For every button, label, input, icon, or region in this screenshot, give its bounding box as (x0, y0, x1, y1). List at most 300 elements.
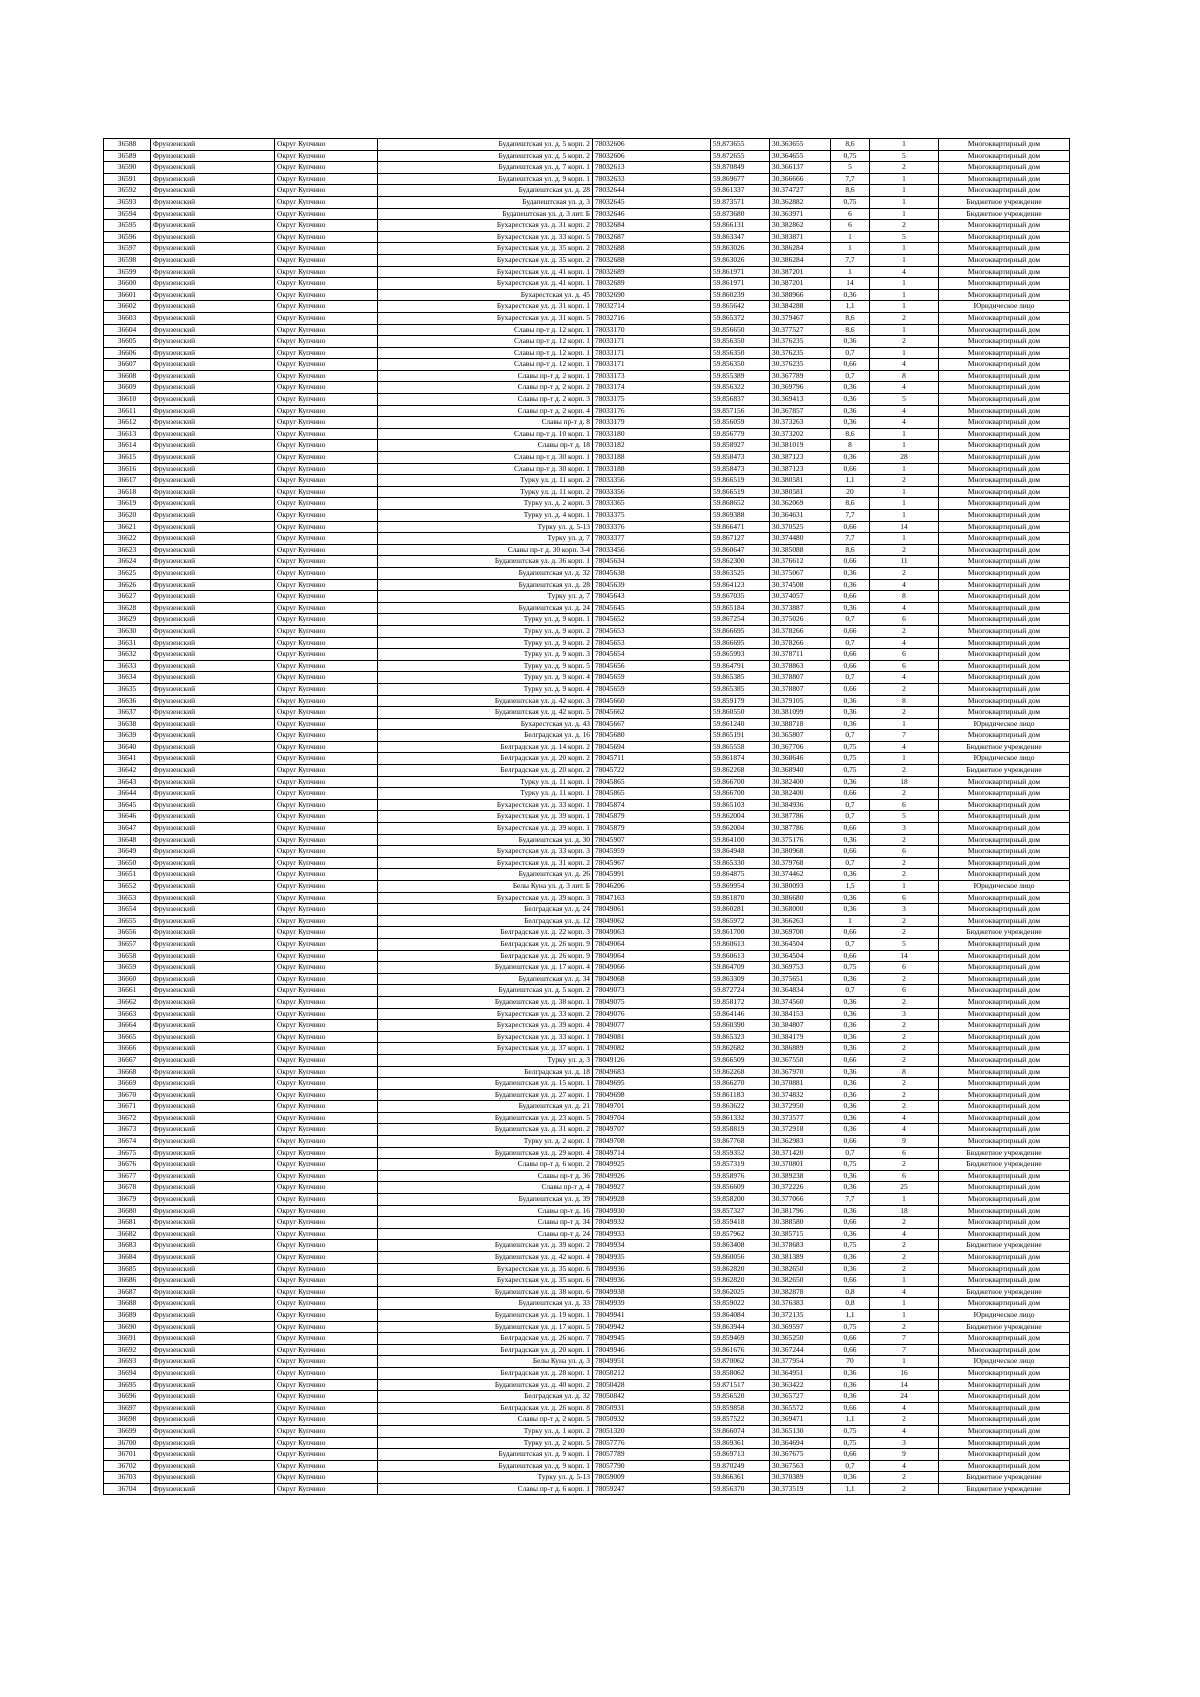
row-number-cell: 36589 (104, 150, 151, 162)
latitude-cell: 59.860239 (711, 289, 770, 301)
district-cell: Фрунзенский (151, 1263, 275, 1275)
municipality-cell: Округ Купчино (275, 1136, 378, 1148)
address-cell: Будапештская ул. д. 9 корп. 1 (378, 1449, 593, 1461)
value-cell: 7,7 (831, 254, 870, 266)
district-cell: Фрунзенский (151, 718, 275, 730)
count-cell: 11 (870, 556, 939, 568)
district-cell: Фрунзенский (151, 1425, 275, 1437)
code-cell: 78049068 (593, 973, 711, 985)
longitude-cell: 30.376235 (770, 336, 831, 348)
latitude-cell: 59.866270 (711, 1078, 770, 1090)
address-cell: Славы пр-т д. 8 (378, 417, 593, 429)
table-row (104, 394, 1070, 406)
code-cell: 78049064 (593, 938, 711, 950)
count-cell: 18 (870, 1205, 939, 1217)
address-cell: Славы пр-т д. 18 (378, 440, 593, 452)
latitude-cell: 59.863026 (711, 243, 770, 255)
table-row (104, 823, 1070, 835)
municipality-cell: Округ Купчино (275, 150, 378, 162)
count-cell: 1 (870, 718, 939, 730)
district-cell: Фрунзенский (151, 602, 275, 614)
value-cell: 1 (831, 266, 870, 278)
code-cell: 78049930 (593, 1205, 711, 1217)
longitude-cell: 30.376235 (770, 347, 831, 359)
district-cell: Фрунзенский (151, 730, 275, 742)
district-cell: Фрунзенский (151, 1043, 275, 1055)
municipality-cell: Округ Купчино (275, 637, 378, 649)
count-cell: 4 (870, 1460, 939, 1472)
category-cell: Многоквартирный дом (939, 417, 1070, 429)
address-cell: Славы пр-т д. 36 (378, 1170, 593, 1182)
category-cell: Многоквартирный дом (939, 1275, 1070, 1287)
data-table (103, 138, 1070, 1495)
count-cell: 2 (870, 1472, 939, 1484)
code-cell: 78045659 (593, 672, 711, 684)
count-cell: 7 (870, 1344, 939, 1356)
latitude-cell: 59.872655 (711, 150, 770, 162)
category-cell: Юридическое лицо (939, 1356, 1070, 1368)
category-cell: Бюджетное учреждение (939, 1286, 1070, 1298)
longitude-cell: 30.373577 (770, 1112, 831, 1124)
latitude-cell: 59.861676 (711, 1344, 770, 1356)
latitude-cell: 59.865191 (711, 730, 770, 742)
row-number-cell: 36606 (104, 347, 151, 359)
row-number-cell: 36628 (104, 602, 151, 614)
count-cell: 2 (870, 625, 939, 637)
category-cell: Многоквартирный дом (939, 1425, 1070, 1437)
row-number-cell: 36696 (104, 1391, 151, 1403)
category-cell: Многоквартирный дом (939, 324, 1070, 336)
value-cell: 0,75 (831, 1437, 870, 1449)
table-row (104, 962, 1070, 974)
category-cell: Многоквартирный дом (939, 579, 1070, 591)
municipality-cell: Округ Купчино (275, 1333, 378, 1345)
row-number-cell: 36643 (104, 776, 151, 788)
municipality-cell: Округ Купчино (275, 173, 378, 185)
longitude-cell: 30.369597 (770, 1321, 831, 1333)
longitude-cell: 30.369753 (770, 962, 831, 974)
category-cell: Многоквартирный дом (939, 985, 1070, 997)
municipality-cell: Округ Купчино (275, 1460, 378, 1472)
longitude-cell: 30.387201 (770, 278, 831, 290)
district-cell: Фрунзенский (151, 1136, 275, 1148)
table-row (104, 510, 1070, 522)
category-cell: Многоквартирный дом (939, 660, 1070, 672)
code-cell: 78032644 (593, 185, 711, 197)
longitude-cell: 30.385715 (770, 1228, 831, 1240)
category-cell: Многоквартирный дом (939, 1379, 1070, 1391)
latitude-cell: 59.862004 (711, 823, 770, 835)
value-cell: 0,7 (831, 730, 870, 742)
count-cell: 6 (870, 962, 939, 974)
row-number-cell: 36689 (104, 1309, 151, 1321)
longitude-cell: 30.370389 (770, 1472, 831, 1484)
code-cell: 78045662 (593, 707, 711, 719)
count-cell: 6 (870, 985, 939, 997)
latitude-cell: 59.866700 (711, 788, 770, 800)
row-number-cell: 36652 (104, 881, 151, 893)
longitude-cell: 30.387201 (770, 266, 831, 278)
address-cell: Будапештская ул. д. 30 (378, 834, 593, 846)
count-cell: 9 (870, 1136, 939, 1148)
value-cell: 1 (831, 915, 870, 927)
longitude-cell: 30.363655 (770, 139, 831, 151)
code-cell: 78032689 (593, 278, 711, 290)
address-cell: Турку ул. д. 5-13 (378, 1472, 593, 1484)
code-cell: 78032646 (593, 208, 711, 220)
count-cell: 28 (870, 452, 939, 464)
longitude-cell: 30.376383 (770, 1298, 831, 1310)
municipality-cell: Округ Купчино (275, 660, 378, 672)
value-cell: 0,7 (831, 637, 870, 649)
latitude-cell: 59.860281 (711, 904, 770, 916)
table-row (104, 1054, 1070, 1066)
district-cell: Фрунзенский (151, 1217, 275, 1229)
longitude-cell: 30.379768 (770, 857, 831, 869)
code-cell: 78059247 (593, 1483, 711, 1495)
row-number-cell: 36625 (104, 567, 151, 579)
table-row (104, 637, 1070, 649)
row-number-cell: 36634 (104, 672, 151, 684)
longitude-cell: 30.382862 (770, 220, 831, 232)
row-number-cell: 36675 (104, 1147, 151, 1159)
municipality-cell: Округ Купчино (275, 1217, 378, 1229)
count-cell: 2 (870, 1101, 939, 1113)
category-cell: Бюджетное учреждение (939, 1159, 1070, 1171)
value-cell: 0,75 (831, 765, 870, 777)
code-cell: 78033365 (593, 498, 711, 510)
municipality-cell: Округ Купчино (275, 1008, 378, 1020)
table-row (104, 904, 1070, 916)
latitude-cell: 59.860550 (711, 707, 770, 719)
longitude-cell: 30.365572 (770, 1402, 831, 1414)
table-row (104, 220, 1070, 232)
municipality-cell: Округ Купчино (275, 510, 378, 522)
code-cell: 78033173 (593, 370, 711, 382)
table-row (104, 1437, 1070, 1449)
category-cell: Бюджетное учреждение (939, 1472, 1070, 1484)
longitude-cell: 30.370801 (770, 1159, 831, 1171)
row-number-cell: 36654 (104, 904, 151, 916)
count-cell: 4 (870, 1286, 939, 1298)
code-cell: 78045659 (593, 683, 711, 695)
longitude-cell: 30.365250 (770, 1333, 831, 1345)
latitude-cell: 59.856779 (711, 428, 770, 440)
address-cell: Славы пр-т д. 2 корп. 1 (378, 370, 593, 382)
municipality-cell: Округ Купчино (275, 1031, 378, 1043)
code-cell: 78045879 (593, 823, 711, 835)
municipality-cell: Округ Купчино (275, 139, 378, 151)
category-cell: Многоквартирный дом (939, 150, 1070, 162)
count-cell: 4 (870, 637, 939, 649)
municipality-cell: Округ Купчино (275, 730, 378, 742)
latitude-cell: 59.861874 (711, 753, 770, 765)
address-cell: Бухарестская ул. д. 39 корп. 1 (378, 811, 593, 823)
row-number-cell: 36613 (104, 428, 151, 440)
count-cell: 1 (870, 324, 939, 336)
category-cell: Многоквартирный дом (939, 1402, 1070, 1414)
row-number-cell: 36633 (104, 660, 151, 672)
count-cell: 2 (870, 765, 939, 777)
table-row (104, 834, 1070, 846)
longitude-cell: 30.377066 (770, 1194, 831, 1206)
row-number-cell: 36678 (104, 1182, 151, 1194)
latitude-cell: 59.862682 (711, 1043, 770, 1055)
address-cell: Бухарестская ул. д. 39 корп. 3 (378, 892, 593, 904)
latitude-cell: 59.856609 (711, 1182, 770, 1194)
address-cell: Бухарестская ул. д. 31 корп. 2 (378, 857, 593, 869)
district-cell: Фрунзенский (151, 614, 275, 626)
category-cell: Многоквартирный дом (939, 312, 1070, 324)
category-cell: Многоквартирный дом (939, 1414, 1070, 1426)
district-cell: Фрунзенский (151, 707, 275, 719)
latitude-cell: 59.858473 (711, 463, 770, 475)
row-number-cell: 36663 (104, 1008, 151, 1020)
longitude-cell: 30.372918 (770, 1124, 831, 1136)
table-row (104, 799, 1070, 811)
count-cell: 2 (870, 475, 939, 487)
table-row (104, 1124, 1070, 1136)
municipality-cell: Округ Купчино (275, 463, 378, 475)
municipality-cell: Округ Купчино (275, 707, 378, 719)
code-cell: 78050932 (593, 1414, 711, 1426)
table-row (104, 1182, 1070, 1194)
value-cell: 0,7 (831, 1147, 870, 1159)
value-cell: 7,7 (831, 1194, 870, 1206)
latitude-cell: 59.862025 (711, 1286, 770, 1298)
municipality-cell: Округ Купчино (275, 1089, 378, 1101)
category-cell: Многоквартирный дом (939, 475, 1070, 487)
row-number-cell: 36697 (104, 1402, 151, 1414)
category-cell: Многоквартирный дом (939, 776, 1070, 788)
address-cell: Славы пр-т д. 10 корп. 1 (378, 428, 593, 440)
latitude-cell: 59.866471 (711, 521, 770, 533)
code-cell: 78057776 (593, 1437, 711, 1449)
value-cell: 0,36 (831, 695, 870, 707)
count-cell: 1 (870, 289, 939, 301)
code-cell: 78033376 (593, 521, 711, 533)
address-cell: Славы пр-т д. 2 корп. 2 (378, 382, 593, 394)
category-cell: Многоквартирный дом (939, 243, 1070, 255)
code-cell: 78032688 (593, 243, 711, 255)
longitude-cell: 30.368646 (770, 753, 831, 765)
code-cell: 78033377 (593, 533, 711, 545)
district-cell: Фрунзенский (151, 1170, 275, 1182)
latitude-cell: 59.860056 (711, 1252, 770, 1264)
value-cell: 7,7 (831, 533, 870, 545)
row-number-cell: 36653 (104, 892, 151, 904)
municipality-cell: Округ Купчино (275, 220, 378, 232)
municipality-cell: Округ Купчино (275, 359, 378, 371)
category-cell: Бюджетное учреждение (939, 1147, 1070, 1159)
code-cell: 78045639 (593, 579, 711, 591)
category-cell: Многоквартирный дом (939, 591, 1070, 603)
address-cell: Будапештская ул. д. 39 (378, 1194, 593, 1206)
category-cell: Многоквартирный дом (939, 1298, 1070, 1310)
table-row (104, 1367, 1070, 1379)
municipality-cell: Округ Купчино (275, 1205, 378, 1217)
latitude-cell: 59.865184 (711, 602, 770, 614)
municipality-cell: Округ Купчино (275, 892, 378, 904)
district-cell: Фрунзенский (151, 1472, 275, 1484)
category-cell: Многоквартирный дом (939, 1437, 1070, 1449)
longitude-cell: 30.373519 (770, 1483, 831, 1495)
municipality-cell: Округ Купчино (275, 1472, 378, 1484)
address-cell: Турку ул. д. 2 корп. 5 (378, 1437, 593, 1449)
code-cell: 78033182 (593, 440, 711, 452)
latitude-cell: 59.858200 (711, 1194, 770, 1206)
latitude-cell: 59.859179 (711, 695, 770, 707)
municipality-cell: Округ Купчино (275, 347, 378, 359)
count-cell: 1 (870, 196, 939, 208)
longitude-cell: 30.371420 (770, 1147, 831, 1159)
longitude-cell: 30.387786 (770, 811, 831, 823)
municipality-cell: Округ Купчино (275, 753, 378, 765)
longitude-cell: 30.374727 (770, 185, 831, 197)
district-cell: Фрунзенский (151, 1008, 275, 1020)
table-row (104, 996, 1070, 1008)
latitude-cell: 59.856350 (711, 359, 770, 371)
latitude-cell: 59.863408 (711, 1240, 770, 1252)
row-number-cell: 36644 (104, 788, 151, 800)
category-cell: Юридическое лицо (939, 718, 1070, 730)
address-cell: Будапештская ул. д. 7 корп. 1 (378, 162, 593, 174)
code-cell: 78050842 (593, 1391, 711, 1403)
address-cell: Будапештская ул. д. 32 (378, 567, 593, 579)
value-cell: 8,6 (831, 324, 870, 336)
address-cell: Будапештская ул. д. 36 корп. 1 (378, 556, 593, 568)
count-cell: 6 (870, 799, 939, 811)
district-cell: Фрунзенский (151, 185, 275, 197)
row-number-cell: 36608 (104, 370, 151, 382)
value-cell: 8 (831, 440, 870, 452)
category-cell: Многоквартирный дом (939, 1460, 1070, 1472)
category-cell: Многоквартирный дом (939, 846, 1070, 858)
longitude-cell: 30.369413 (770, 394, 831, 406)
table-row (104, 1205, 1070, 1217)
table-row (104, 266, 1070, 278)
district-cell: Фрунзенский (151, 1449, 275, 1461)
count-cell: 4 (870, 405, 939, 417)
longitude-cell: 30.382400 (770, 776, 831, 788)
category-cell: Многоквартирный дом (939, 498, 1070, 510)
count-cell: 2 (870, 1414, 939, 1426)
table-row (104, 625, 1070, 637)
count-cell: 4 (870, 1402, 939, 1414)
count-cell: 14 (870, 521, 939, 533)
count-cell: 1 (870, 440, 939, 452)
municipality-cell: Округ Купчино (275, 1437, 378, 1449)
code-cell: 78049942 (593, 1321, 711, 1333)
row-number-cell: 36602 (104, 301, 151, 313)
address-cell: Бухарестская ул. д. 41 корп. 1 (378, 266, 593, 278)
value-cell: 8,6 (831, 139, 870, 151)
address-cell: Турку ул. д. 2 корп. 3 (378, 498, 593, 510)
longitude-cell: 30.389238 (770, 1170, 831, 1182)
count-cell: 1 (870, 1275, 939, 1287)
address-cell: Будапештская ул. д. 9 корп. 1 (378, 173, 593, 185)
district-cell: Фрунзенский (151, 1333, 275, 1345)
municipality-cell: Округ Купчино (275, 1159, 378, 1171)
row-number-cell: 36629 (104, 614, 151, 626)
code-cell: 78033179 (593, 417, 711, 429)
address-cell: Будапештская ул. д. 42 корп. 4 (378, 1252, 593, 1264)
district-cell: Фрунзенский (151, 1066, 275, 1078)
category-cell: Многоквартирный дом (939, 1136, 1070, 1148)
latitude-cell: 59.867254 (711, 614, 770, 626)
category-cell: Многоквартирный дом (939, 220, 1070, 232)
category-cell: Многоквартирный дом (939, 614, 1070, 626)
value-cell: 8,6 (831, 428, 870, 440)
address-cell: Турку ул. д. 9 корп. 4 (378, 672, 593, 684)
district-cell: Фрунзенский (151, 347, 275, 359)
category-cell: Многоквартирный дом (939, 1008, 1070, 1020)
district-cell: Фрунзенский (151, 672, 275, 684)
longitude-cell: 30.380581 (770, 475, 831, 487)
table-row (104, 336, 1070, 348)
longitude-cell: 30.378863 (770, 660, 831, 672)
code-cell: 78049945 (593, 1333, 711, 1345)
longitude-cell: 30.377954 (770, 1356, 831, 1368)
row-number-cell: 36620 (104, 510, 151, 522)
count-cell: 4 (870, 1112, 939, 1124)
count-cell: 2 (870, 1159, 939, 1171)
count-cell: 4 (870, 1124, 939, 1136)
address-cell: Белградская ул. д. 26 корп. 8 (378, 1402, 593, 1414)
address-cell: Будапештская ул. д. 29 корп. 4 (378, 1147, 593, 1159)
municipality-cell: Округ Купчино (275, 1194, 378, 1206)
longitude-cell: 30.373263 (770, 417, 831, 429)
count-cell: 3 (870, 823, 939, 835)
code-cell: 78049064 (593, 950, 711, 962)
address-cell: Белградская ул. д. 24 (378, 904, 593, 916)
count-cell: 1 (870, 498, 939, 510)
row-number-cell: 36704 (104, 1483, 151, 1495)
district-cell: Фрунзенский (151, 915, 275, 927)
district-cell: Фрунзенский (151, 765, 275, 777)
category-cell: Многоквартирный дом (939, 428, 1070, 440)
district-cell: Фрунзенский (151, 567, 275, 579)
district-cell: Фрунзенский (151, 1286, 275, 1298)
row-number-cell: 36674 (104, 1136, 151, 1148)
category-cell: Многоквартирный дом (939, 857, 1070, 869)
district-cell: Фрунзенский (151, 254, 275, 266)
category-cell: Многоквартирный дом (939, 510, 1070, 522)
category-cell: Многоквартирный дом (939, 869, 1070, 881)
value-cell: 0,66 (831, 521, 870, 533)
address-cell: Славы пр-т д. 12 корп. 1 (378, 336, 593, 348)
address-cell: Будапештская ул. д. 5 корп. 2 (378, 985, 593, 997)
code-cell: 78057789 (593, 1449, 711, 1461)
latitude-cell: 59.865993 (711, 649, 770, 661)
latitude-cell: 59.856322 (711, 382, 770, 394)
count-cell: 2 (870, 869, 939, 881)
latitude-cell: 59.862820 (711, 1263, 770, 1275)
value-cell: 8,6 (831, 185, 870, 197)
longitude-cell: 30.383871 (770, 231, 831, 243)
address-cell: Бухарестская ул. д. 31 корп. 1 (378, 301, 593, 313)
latitude-cell: 59.859418 (711, 1217, 770, 1229)
count-cell: 2 (870, 162, 939, 174)
category-cell: Многоквартирный дом (939, 938, 1070, 950)
value-cell: 0,75 (831, 196, 870, 208)
value-cell: 0,66 (831, 683, 870, 695)
address-cell: Бухарестская ул. д. 33 корп. 1 (378, 1031, 593, 1043)
latitude-cell: 59.858819 (711, 1124, 770, 1136)
code-cell: 78049933 (593, 1228, 711, 1240)
category-cell: Многоквартирный дом (939, 463, 1070, 475)
table-row (104, 683, 1070, 695)
